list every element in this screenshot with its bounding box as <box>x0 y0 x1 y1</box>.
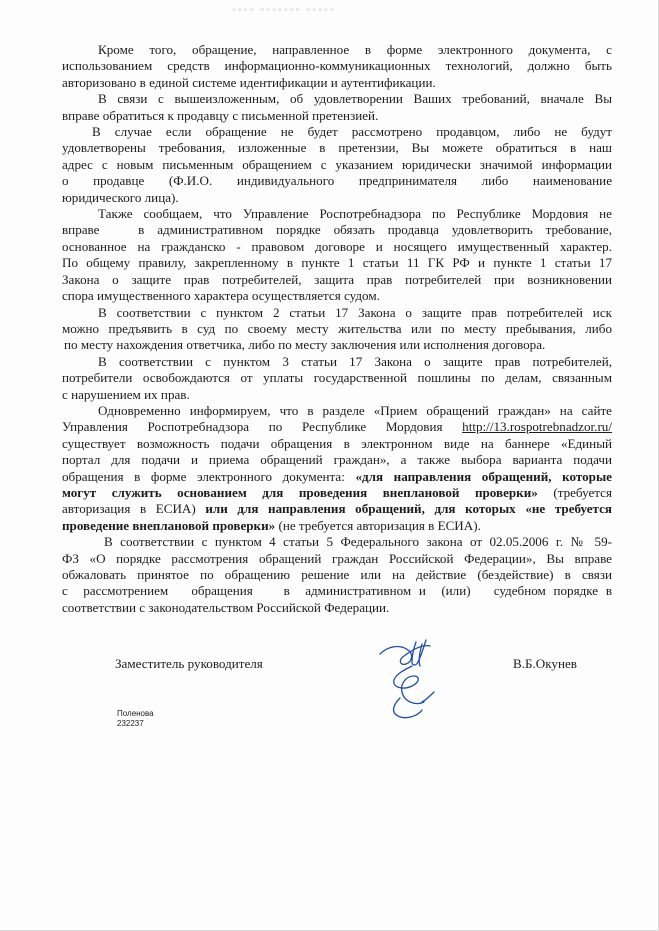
text-line: использованием средств информационно-коммуникационных технологий, должно быть <box>62 58 612 74</box>
text-segment: авторизация в ЕСИА) <box>62 501 206 517</box>
text-line: соответствии с законодательством Российской Федерации. <box>62 599 390 615</box>
text-line <box>62 419 612 435</box>
executor-info <box>117 709 154 729</box>
text-line: В соответствии с пунктом 2 статьи 17 Закона о защите прав потребителей иск <box>98 304 612 320</box>
text-line: Закона о защите прав потребителей, защита прав потребителей при возникновении <box>62 271 612 287</box>
text-line: По общему правилу, закрепленному в пункте 1 статьи 11 ГК РФ и пункте 1 статьи 17 <box>62 255 612 271</box>
signatory-name: В.Б.Окунев <box>513 656 577 671</box>
text-line <box>62 469 612 485</box>
text-line: обжаловать принятое по обращению решение или на действие (бездействие) в связи <box>62 567 612 582</box>
text-segment: обращения в форме электронного документа: <box>62 468 356 484</box>
paragraph-repeat-appeal <box>62 124 612 206</box>
text-line: портал для подачи и приема обращений граждан», а также выбора варианта подачи <box>62 452 612 468</box>
text-segment: Управления Роспотребнадзора по Республике Мордовия <box>62 419 463 435</box>
handwritten-signature <box>360 636 460 726</box>
text-line: вправе в административном порядке обязать продавца удовлетворить требование, <box>62 222 612 238</box>
text-line: с рассмотрением обращения в административном и (или) судебном порядке в <box>62 583 612 599</box>
text-line: о продавце (Ф.И.О. индивидуального предпринимателя либо наименование <box>62 173 612 189</box>
text-line: В соответствии с пунктом 4 статьи 5 Федерального закона от 02.05.2006 г. № 59- <box>104 534 612 550</box>
text-line: В случае если обращение не будет рассмотрено продавцом, либо не будут <box>92 124 612 140</box>
text-line: основанное на гражданско - правовом договоре и носящего имущественный характер. <box>62 238 612 254</box>
text-line: удовлетворены требования, изложенные в претензии, Вы можете обратиться в наш <box>62 140 612 156</box>
text-line: потребители освобождаются от уплаты государственной пошлины по делам, связанным <box>62 370 612 386</box>
text-line: можно предъявить в суд по своему месту жительства или по месту пребывания, либо <box>62 320 612 336</box>
executor-name: Поленова <box>117 709 154 718</box>
paragraph-claim <box>62 91 612 124</box>
text-line: В связи с вышеизложенным, об удовлетворении Ваших требований, вначале Вы <box>98 91 612 107</box>
paragraph-online-portal <box>62 403 612 534</box>
signature-block <box>115 656 595 680</box>
paragraph-court <box>62 206 612 304</box>
text-segment: (требуется <box>537 484 612 500</box>
bold-segment: «для направления обращений, которые <box>355 468 612 484</box>
text-line: Также сообщаем, что Управление Роспотребнадзора по Республике Мордовия не <box>98 206 612 222</box>
text-line <box>62 485 612 501</box>
signatory-title: Заместитель руководителя <box>115 656 263 671</box>
letter-body <box>62 42 612 616</box>
text-line: Одновременно информируем, что в разделе «Прием обращений граждан» на сайте <box>98 402 612 418</box>
text-segment: (не требуется авторизация в ЕСИА). <box>275 517 481 533</box>
text-line <box>62 501 612 517</box>
bold-segment: или для направления обращений, для которых «не требуется <box>205 501 612 517</box>
text-line: Кроме того, обращение, направленное в форме электронного документа, с <box>98 42 612 57</box>
text-line: адрес с новым письменным обращением с указанием юридически значимой информации <box>62 156 612 172</box>
paragraph-state-fee <box>62 354 612 403</box>
website-link[interactable]: http://13.rospotrebnadzor.ru/ <box>462 419 612 435</box>
text-line: существует возможность подачи обращения в электронном виде на баннере «Единый <box>62 435 612 451</box>
text-line: по месту нахождения ответчика, либо по месту заключения или исполнения договора. <box>64 337 546 353</box>
text-line: ФЗ «О порядке рассмотрения обращений граждан Российской Федерации», Вы вправе <box>62 550 612 566</box>
bold-segment: могут служить основанием для проведения внеплановой проверки» <box>62 484 538 500</box>
bold-segment: проведение внеплановой проверки» <box>62 517 276 533</box>
text-line: авторизовано в единой системе идентификации и аутентификации. <box>62 74 436 90</box>
paragraph-jurisdiction <box>62 305 612 354</box>
text-line: вправе обратиться к продавцу с письменной претензией. <box>62 107 379 123</box>
text-line: с нарушением их прав. <box>62 386 190 402</box>
text-line <box>62 518 612 534</box>
text-line: В соответствии с пунктом 3 статьи 17 Закона о защите прав потребителей, <box>98 353 612 369</box>
text-line: юридического лица). <box>62 189 179 205</box>
text-line: спора имущественного характера осуществляется судом. <box>62 288 380 304</box>
paragraph-appeal-rights <box>62 534 612 616</box>
executor-phone: 232237 <box>117 719 144 728</box>
bleed-through-mark: ▪▪▪▪ ▪▪▪▪▪▪▪ ▪▪▪▪▪ <box>232 4 336 16</box>
paragraph-authorization <box>62 42 612 91</box>
